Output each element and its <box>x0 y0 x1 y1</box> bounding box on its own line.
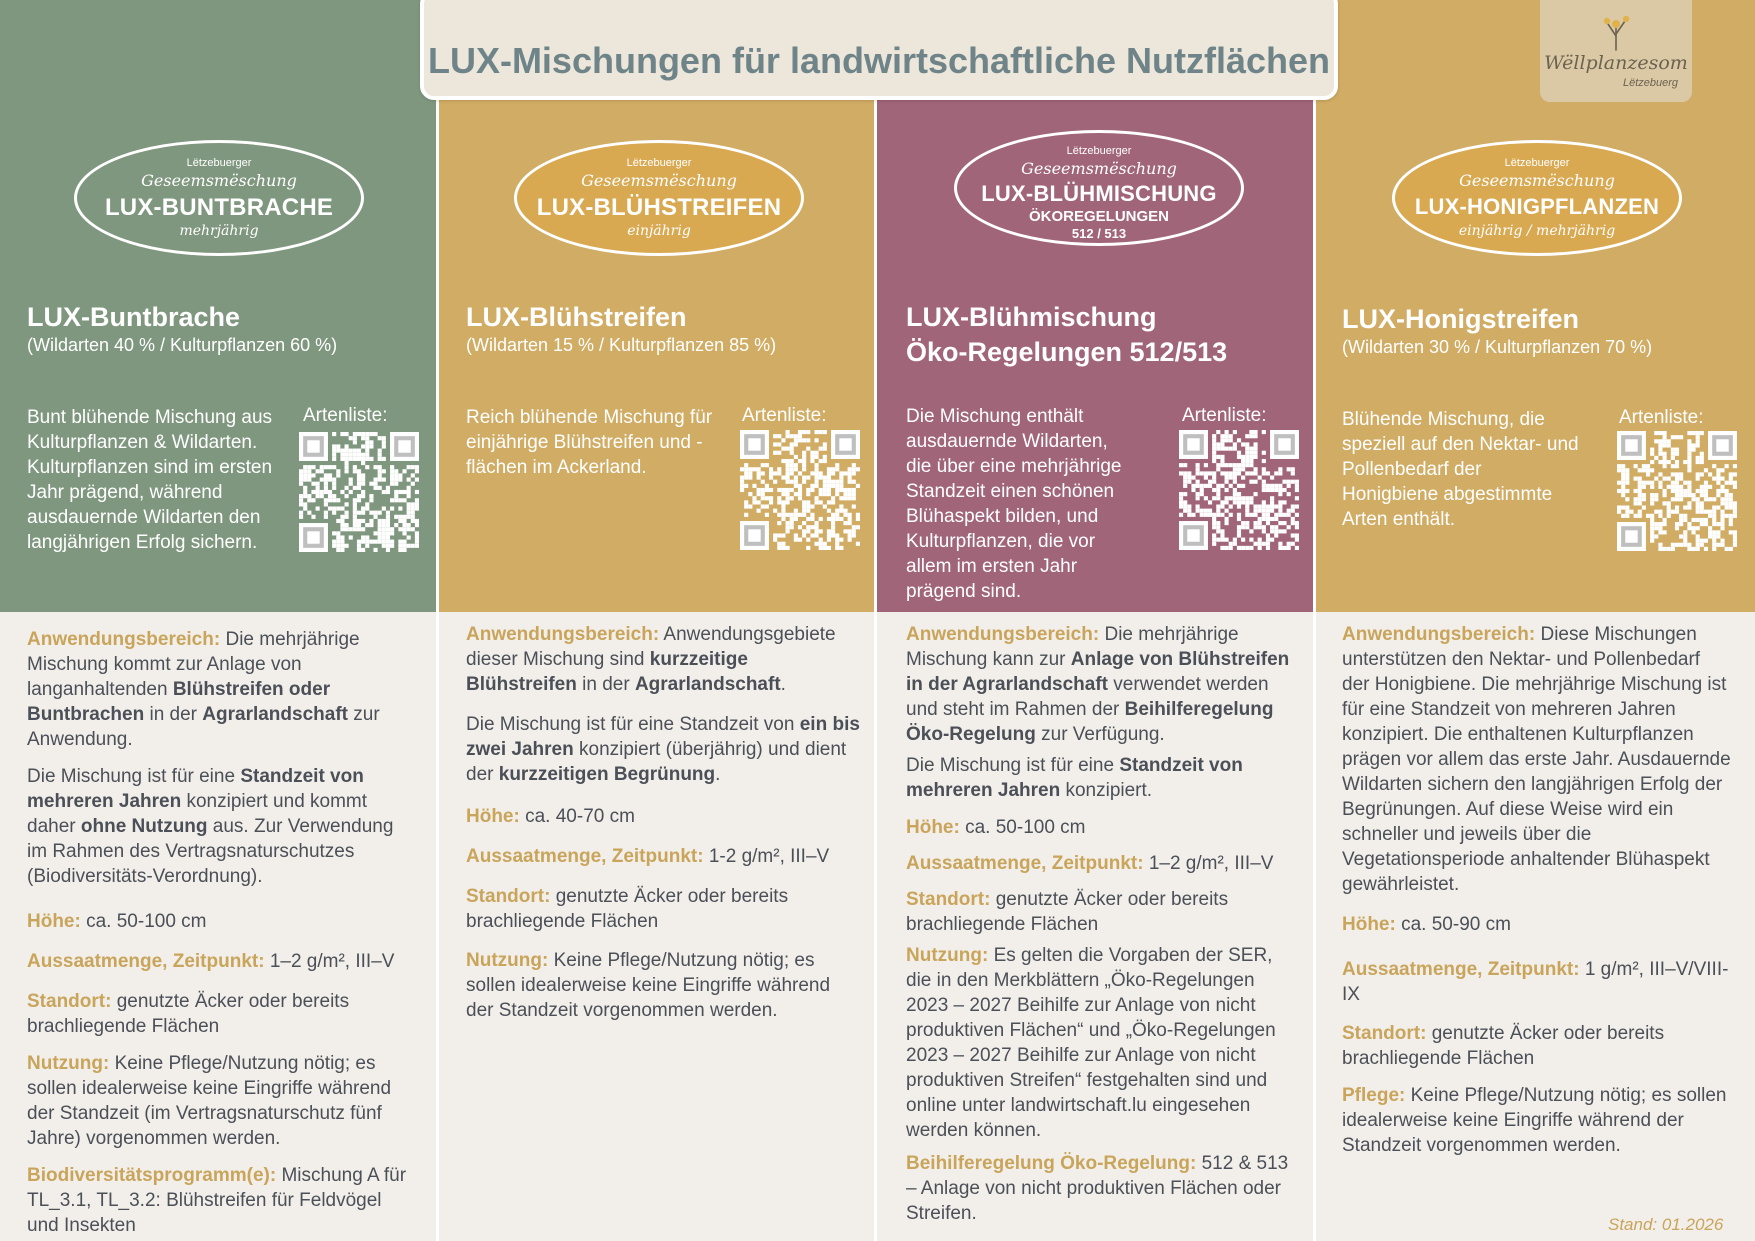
badge-small-text: Lëtzebuerger <box>1504 157 1570 169</box>
qr-code-icon[interactable] <box>740 430 860 550</box>
badge-script-text: Geseemsmëschung <box>1021 159 1177 178</box>
standort-paragraph: Standort: genutzte Äcker oder bereits brachliegende Flächen <box>906 889 1229 935</box>
badge-mid-text: ÖKOREGELUNGEN <box>1028 208 1169 225</box>
anwendung-paragraph: Anwendungsbereich: Die mehrjährige Mischung kommt zur Anlage von langanhaltenden Blühstreifen oder Buntbrachen in der Agrarlandschaft zur Anwendung. <box>27 629 380 750</box>
logo-name: Wëllplanzesom <box>1544 52 1688 74</box>
badge-small-text: Lëtzebuerger <box>626 157 692 169</box>
standzeit-paragraph: Die Mischung ist für eine Standzeit von mehreren Jahren konzipiert. <box>906 755 1243 801</box>
standort-paragraph: Standort: genutzte Äcker oder bereits brachliegende Flächen <box>1342 1023 1665 1069</box>
details-honigstreifen <box>1342 622 1732 1170</box>
page-title: LUX-Mischungen für landwirtschaftliche Nutzflächen <box>427 40 1331 81</box>
aussaat-paragraph: Aussaatmenge, Zeitpunkt: 1 g/m², III–V/VIII-IX <box>1342 959 1729 1005</box>
anwendung-paragraph: Anwendungsbereich: Anwendungsgebiete dieser Mischung sind kurzzeitige Blühstreifen in der Agrarlandschaft. <box>466 624 836 695</box>
logo-subtitle: Lëtzebuerg <box>1622 77 1678 89</box>
artenliste-label: Artenliste: <box>742 405 827 426</box>
aussaat-paragraph: Aussaatmenge, Zeitpunkt: 1-2 g/m², III–V <box>466 846 830 867</box>
hoehe-paragraph: Höhe: ca. 50-100 cm <box>906 817 1086 838</box>
nutzung-paragraph: Nutzung: Keine Pflege/Nutzung nötig; es sollen idealerweise keine Eingriffe während der Standzeit (im Vertragsnaturschutz fünf Jahre) vorgenommen werden. <box>27 1053 392 1149</box>
stand-date: Stand: 01.2026 <box>1608 1215 1724 1234</box>
details-bluehmischung <box>906 622 1296 1238</box>
badge-title: LUX-HONIGPFLANZEN <box>1414 194 1660 219</box>
badge-small-text: Lëtzebuerger <box>1066 145 1132 157</box>
qr-code-icon[interactable] <box>1179 430 1299 550</box>
badge-honigpflanzen <box>1392 140 1682 256</box>
hoehe-paragraph: Höhe: ca. 40-70 cm <box>466 806 635 827</box>
badge-bluehstreifen <box>514 140 804 256</box>
heading-bluehmischung-line2: Öko-Regelungen 512/513 <box>906 337 1228 367</box>
anwendung-paragraph: Anwendungsbereich: Diese Mischungen unterstützen den Nektar- und Pollenbedarf der Honigbiene. Die mehrjährige Mischung ist für eine Standzeit von mehreren Jahren konzipiert. Die enthaltenen Kulturpflanzen prägen vor allem das erste Jahr. Ausdauernde Wildarten sichern den langjährigen Erfolg der Begrünungen. Auf diese Weise wird ein schneller und jeweils über die Vegetationsperiode anhaltender Blühaspekt gewährleistet. <box>1342 624 1731 895</box>
flower-sprig-icon <box>1596 12 1636 52</box>
badge-buntbrache <box>74 140 364 256</box>
brand-logo <box>1540 0 1692 102</box>
column-divider <box>874 100 877 1241</box>
heading-bluehstreifen: LUX-Blühstreifen <box>466 302 687 332</box>
badge-bottom-text: 512 / 513 <box>1071 226 1127 241</box>
badge-small-text: Lëtzebuerger <box>186 157 252 169</box>
badge-title: LUX-BUNTBRACHE <box>104 194 334 221</box>
description-honigstreifen: Blühende Mischung, die speziell auf den Nektar- und Pollenbedarf der Honigbiene abgestimmte Arten enthält. <box>1342 409 1579 530</box>
description-bluehstreifen: Reich blühende Mischung für einjährige Blühstreifen und -flächen im Ackerland. <box>466 407 713 478</box>
badge-bottom-text: einjährig <box>627 223 691 239</box>
badge-title: LUX-BLÜHMISCHUNG <box>981 181 1217 206</box>
pflege-paragraph: Pflege: Keine Pflege/Nutzung nötig; es sollen idealerweise keine Eingriffe während der Standzeit vorgenommen werden. <box>1342 1085 1727 1156</box>
column-divider <box>436 100 439 1241</box>
standzeit-paragraph: Die Mischung ist für eine Standzeit von ein bis zwei Jahren konzipiert (überjährig) und dient der kurzzeitigen Begrünung. <box>466 714 860 785</box>
details-buntbrache <box>27 627 417 1241</box>
beihilfe-paragraph: Beihilferegelung Öko-Regelung: 512 & 513 – Anlage von nicht produktiven Flächen oder Streifen. <box>906 1153 1289 1224</box>
badge-bottom-text: mehrjährig <box>179 223 259 239</box>
subheading-buntbrache: (Wildarten 40 % / Kulturpflanzen 60 %) <box>27 335 338 355</box>
standort-paragraph: Standort: genutzte Äcker oder bereits brachliegende Flächen <box>466 886 789 932</box>
artenliste-label: Artenliste: <box>1182 405 1267 426</box>
badge-script-text: Geseemsmëschung <box>1459 171 1615 190</box>
nutzung-paragraph: Nutzung: Keine Pflege/Nutzung nötig; es sollen idealerweise keine Eingriffe während der Standzeit vorgenommen werden. <box>466 950 831 1021</box>
artenliste-label: Artenliste: <box>1619 407 1704 428</box>
description-bluehmischung: Die Mischung enthält ausdauernde Wildarten, die über eine mehrjährige Standzeit einen schönen Blühaspekt bilden, und Kulturpflanzen, die vor allem im ersten Jahr prägend sind. <box>906 406 1122 602</box>
title-box <box>420 0 1338 100</box>
badge-bluehmischung <box>954 130 1244 246</box>
standzeit-paragraph: Die Mischung ist für eine Standzeit von mehreren Jahren konzipiert und kommt daher ohne Nutzung aus. Zur Verwendung im Rahmen des Vertragsnaturschutzes (Biodiversitäts-Verordnung). <box>27 766 394 887</box>
hoehe-paragraph: Höhe: ca. 50-100 cm <box>27 911 207 932</box>
anwendung-paragraph: Anwendungsbereich: Die mehrjährige Mischung kann zur Anlage von Blühstreifen in der Agrarlandschaft verwendet werden und steht im Rahmen der Beihilferegelung Öko-Regelung zur Verfügung. <box>906 624 1290 745</box>
hoehe-paragraph: Höhe: ca. 50-90 cm <box>1342 914 1511 935</box>
heading-bluehmischung-line1: LUX-Blühmischung <box>906 302 1157 332</box>
badge-script-text: Geseemsmëschung <box>141 171 297 190</box>
heading-buntbrache: LUX-Buntbrache <box>27 302 241 332</box>
biodiversitaet-paragraph: Biodiversitätsprogramm(e): Mischung A für TL_3.1, TL_3.2: Blühstreifen für Feldvögel und Insekten <box>27 1165 407 1236</box>
artenliste-label: Artenliste: <box>303 405 388 426</box>
aussaat-paragraph: Aussaatmenge, Zeitpunkt: 1–2 g/m², III–V <box>906 853 1274 874</box>
column-divider <box>1313 100 1316 1241</box>
description-buntbrache: Bunt blühende Mischung aus Kulturpflanzen & Wildarten. Kulturpflanzen sind im ersten Jahr prägend, während ausdauernde Wildarten den langjährigen Erfolg sichern. <box>27 407 273 553</box>
badge-script-text: Geseemsmëschung <box>581 171 737 190</box>
subheading-honigstreifen: (Wildarten 30 % / Kulturpflanzen 70 %) <box>1342 337 1653 357</box>
details-bluehstreifen <box>466 622 861 1035</box>
nutzung-paragraph: Nutzung: Es gelten die Vorgaben der SER, die in den Merkblättern „Öko-Regelungen 2023 – 2027 Beihilfe zur Anlage von nicht produktiven Flächen“ und „Öko-Regelungen 2023 – 2027 Beihilfe zur Anlage von nicht produktiven Streifen“ festgehalten sind und online unter landwirtschaft.lu eingesehen werden können. <box>906 945 1276 1141</box>
heading-honigstreifen: LUX-Honigstreifen <box>1342 304 1580 334</box>
aussaat-paragraph: Aussaatmenge, Zeitpunkt: 1–2 g/m², III–V <box>27 951 395 972</box>
badge-bottom-text: einjährig / mehrjährig <box>1458 223 1616 239</box>
badge-title: LUX-BLÜHSTREIFEN <box>536 194 782 221</box>
qr-code-icon[interactable] <box>1617 431 1737 551</box>
standort-paragraph: Standort: genutzte Äcker oder bereits brachliegende Flächen <box>27 991 350 1037</box>
subheading-bluehstreifen: (Wildarten 15 % / Kulturpflanzen 85 %) <box>466 335 777 355</box>
qr-code-icon[interactable] <box>299 432 419 552</box>
